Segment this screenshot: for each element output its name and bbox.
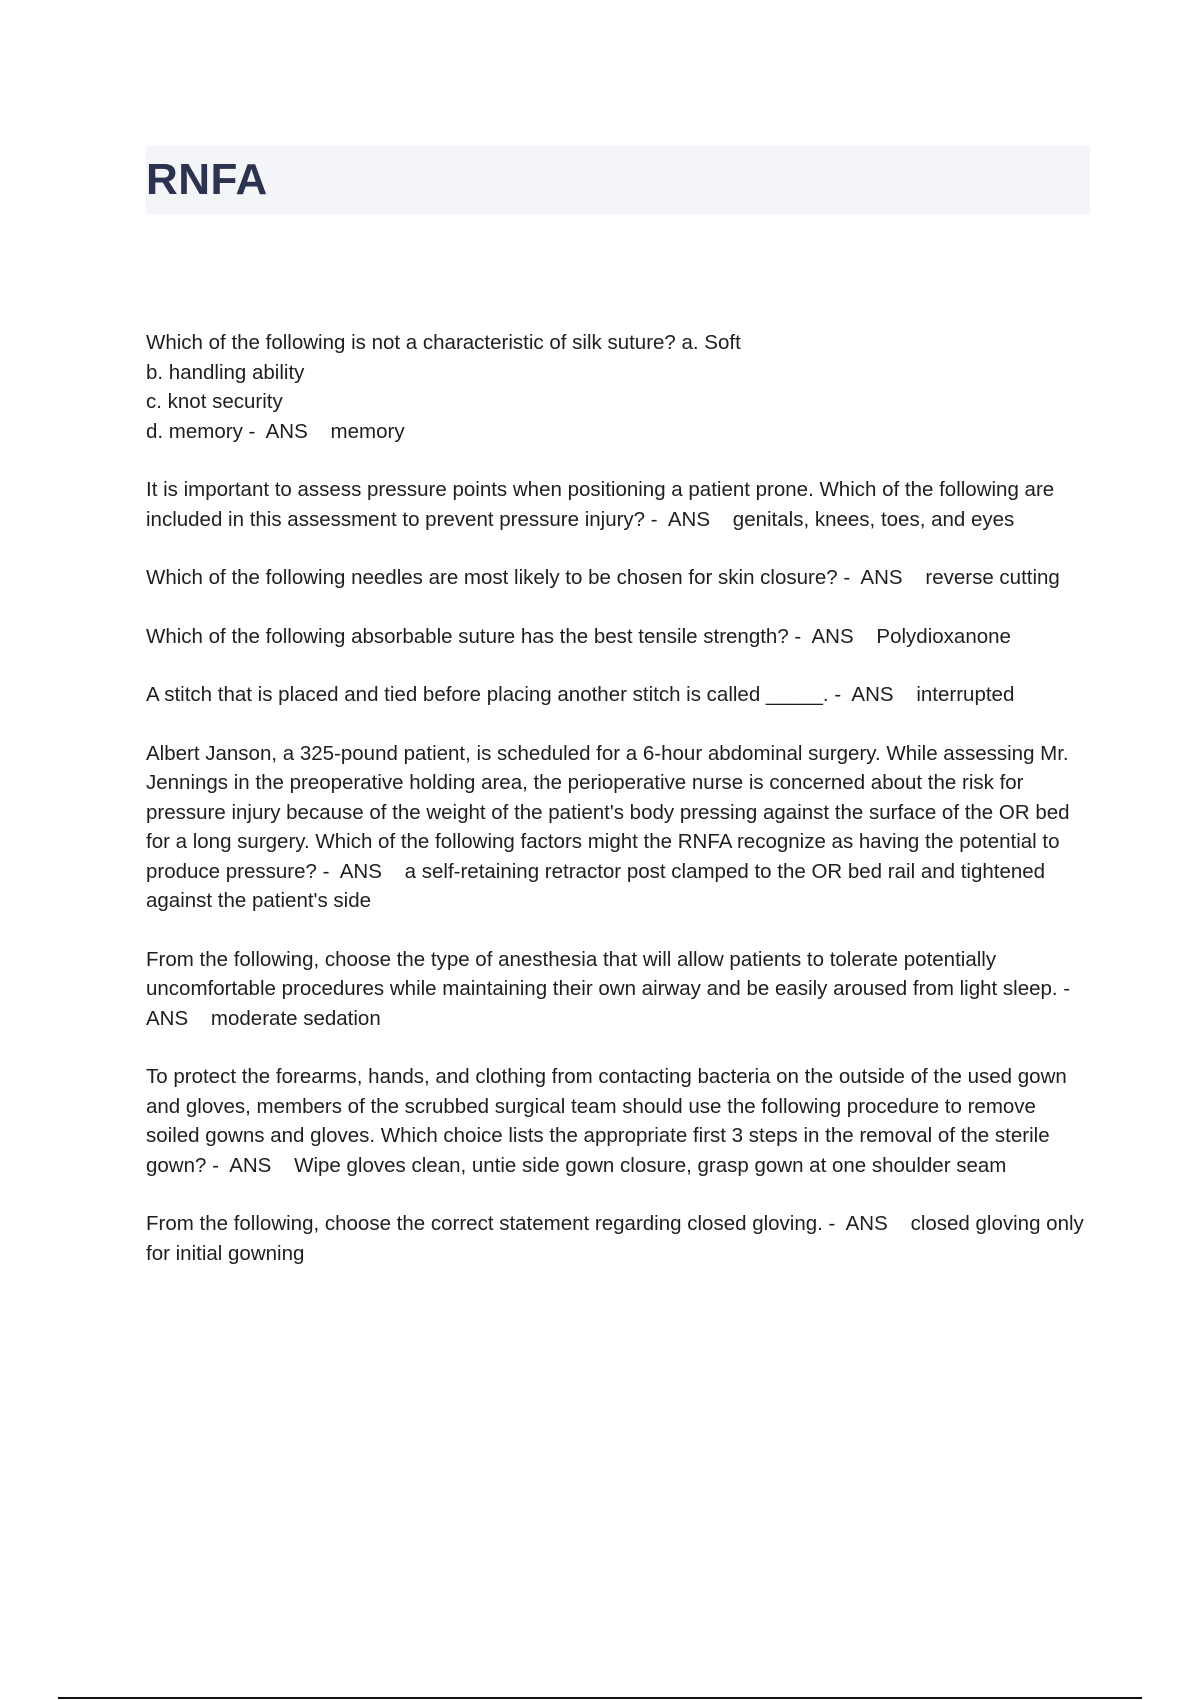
qa-item: From the following, choose the type of anesthesia that will allow patients to tolerate potentially uncomfortable procedures while maintaining their own airway and be easily aroused from light sleep. - ANS moderate sedation [146, 947, 1081, 1030]
footer-divider [58, 1697, 1142, 1699]
qa-item: To protect the forearms, hands, and clothing from contacting bacteria on the outside of the used gown and gloves, members of the scrubbed surgical team should use the following procedure to remove soiled gowns and gloves. Which choice lists the appropriate first 3 steps in the removal of the sterile gown? - ANS Wipe gloves clean, untie side gown closure, grasp gown at one shoulder seam [146, 1065, 1073, 1177]
qa-list [146, 328, 1090, 1297]
title-banner [146, 146, 1090, 214]
qa-item: Which of the following is not a characteristic of silk suture? a. Soft b. handling ability c. knot security d. memory - ANS memory [146, 331, 741, 443]
qa-item: It is important to assess pressure points when positioning a patient prone. Which of the following are included in this assessment to prevent pressure injury? - ANS genitals, knees, toes, and eyes [146, 478, 1060, 531]
page-title: RNFA [146, 155, 268, 204]
qa-item: From the following, choose the correct statement regarding closed gloving. - ANS closed gloving only for initial gowning [146, 1212, 1090, 1265]
qa-item: Albert Janson, a 325-pound patient, is scheduled for a 6-hour abdominal surgery. While assessing Mr. Jennings in the preoperative holding area, the perioperative nurse is concerned about the risk for pressure injury because of the weight of the patient's body pressing against the surface of the OR bed for a long surgery. Which of the following factors might the RNFA recognize as having the potential to produce pressure? - ANS a self-retaining retractor post clamped to the OR bed rail and tightened against the patient's side [146, 741, 1076, 912]
qa-item: A stitch that is placed and tied before placing another stitch is called _____. - ANS interrupted [146, 683, 1015, 706]
qa-item: Which of the following needles are most likely to be chosen for skin closure? - ANS reverse cutting [146, 566, 1060, 589]
qa-item: Which of the following absorbable suture has the best tensile strength? - ANS Polydioxanone [146, 624, 1011, 648]
